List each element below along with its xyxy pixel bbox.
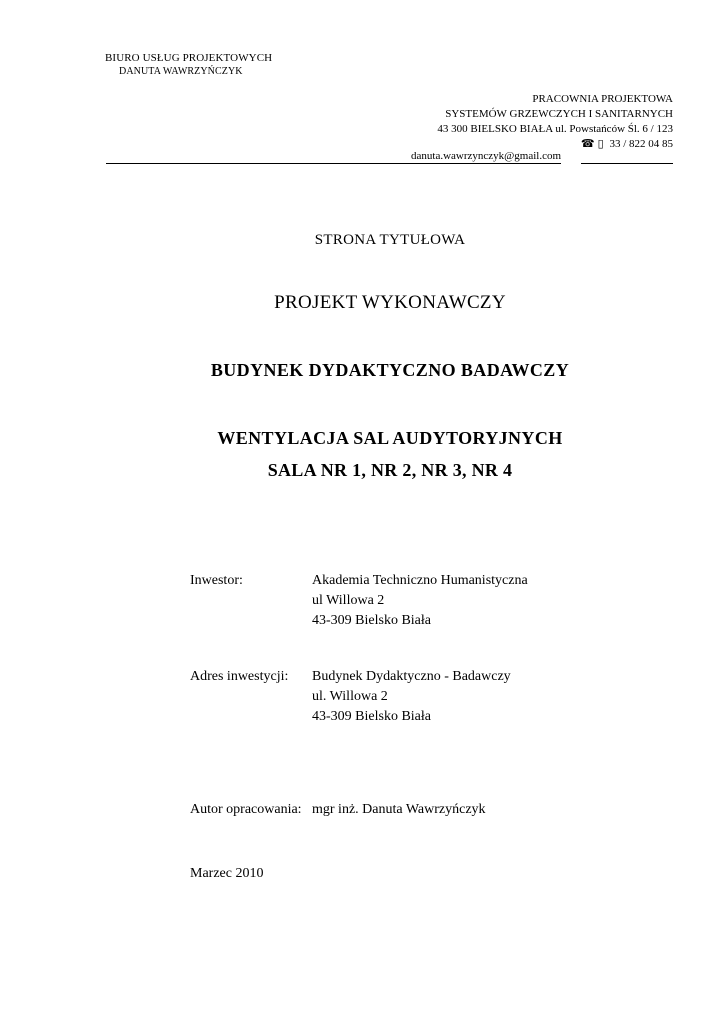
header-rule: [106, 150, 673, 164]
office-phone: 33 / 822 04 85: [609, 138, 673, 150]
office-line-2: SYSTEMÓW GRZEWCZYCH I SANITARNYCH: [445, 108, 673, 120]
investor-line-1: Akademia Techniczno Humanistyczna: [312, 573, 528, 588]
fax-icon: ▯: [597, 138, 604, 150]
investor-line-3: 43-309 Bielsko Biała: [312, 613, 431, 628]
document-date: Marzec 2010: [190, 866, 264, 881]
building-title: BUDYNEK DYDAKTYCZNO BADAWCZY: [210, 360, 570, 380]
rule-left-segment: [106, 162, 411, 164]
rule-right-segment: [581, 162, 673, 164]
page-subtitle: STRONA TYTUŁOWA: [314, 232, 466, 248]
investor-details: [312, 571, 528, 631]
address-line-2: ul. Willowa 2: [312, 689, 388, 704]
office-address-block: [437, 92, 673, 152]
address-details: [312, 667, 511, 727]
investor-line-2: ul Willowa 2: [312, 593, 385, 608]
address-line-1: Budynek Dydaktyczno - Badawczy: [312, 669, 511, 684]
rooms-title: SALA NR 1, NR 2, NR 3, NR 4: [267, 460, 513, 480]
company-owner: DANUTA WAWRZYŃCZYK: [119, 66, 243, 77]
email-address: danuta.wawrzynczyk@gmail.com: [411, 150, 562, 162]
office-line-3: 43 300 BIELSKO BIAŁA ul. Powstańców Śl. 6 / 123: [437, 123, 673, 135]
author-name: mgr inż. Danuta Wawrzyńczyk: [312, 802, 486, 817]
address-label: Adres inwestycji:: [190, 669, 289, 684]
office-line-1: PRACOWNIA PROJEKTOWA: [532, 93, 673, 105]
company-name: BIURO USŁUG PROJEKTOWYCH: [105, 52, 273, 64]
address-line-3: 43-309 Bielsko Biała: [312, 709, 431, 724]
project-type-title: PROJEKT WYKONAWCZY: [274, 292, 506, 313]
scope-title: WENTYLACJA SAL AUDYTORYJNYCH: [217, 428, 563, 448]
phone-icon: ☎: [580, 138, 595, 150]
investor-label: Inwestor:: [190, 573, 243, 588]
author-label: Autor opracowania:: [190, 802, 302, 817]
